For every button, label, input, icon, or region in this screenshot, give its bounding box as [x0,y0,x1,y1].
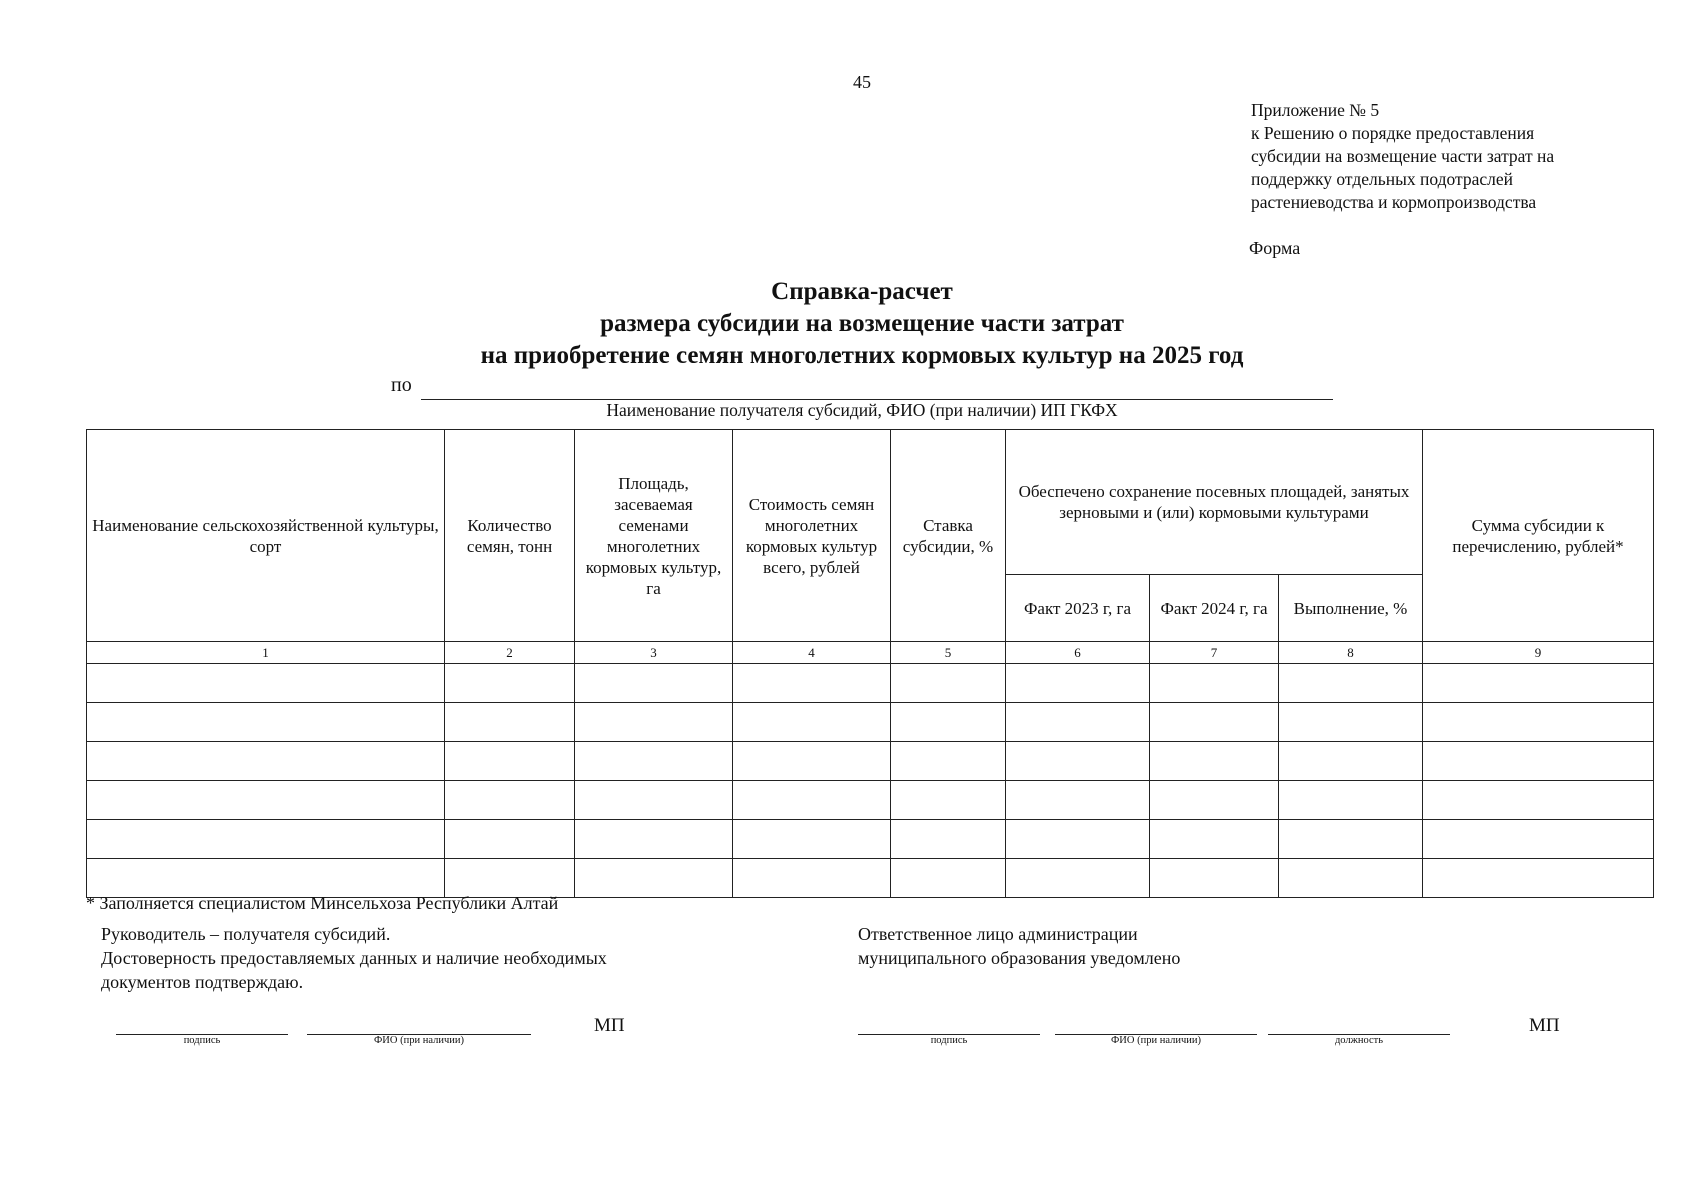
table-row [87,820,1654,859]
table-cell[interactable] [1150,859,1279,898]
header-area-preservation-group: Обеспечено сохранение посевных площадей, занятых зерновыми и (или) кормовыми культурами [1006,430,1423,575]
appendix-line: растениеводства и кормопроизводства [1251,192,1537,212]
page-number: 45 [853,72,871,92]
column-number: 5 [891,642,1006,664]
table-cell[interactable] [575,664,733,703]
table-cell[interactable] [1006,859,1150,898]
table-cell[interactable] [87,859,445,898]
table-cell[interactable] [1423,703,1654,742]
table-cell[interactable] [445,820,575,859]
signature-left-line: Достоверность предоставляемых данных и наличие необходимых [101,948,607,968]
header-subsidy-rate: Ставка субсидии, % [891,430,1006,642]
column-number: 2 [445,642,575,664]
signature-left-line: Руководитель – получателя субсидий. [101,924,391,944]
table-cell[interactable] [87,664,445,703]
signature-right-line: муниципального образования уведомлено [858,948,1181,968]
header-sown-area: Площадь, засеваемая семенами многолетних кормовых культур, га [575,430,733,642]
table-cell[interactable] [891,781,1006,820]
signature-right-line: Ответственное лицо администрации [858,924,1138,944]
table-cell[interactable] [891,703,1006,742]
title-line-3: на приобретение семян многолетних кормовых культур на 2025 год [480,342,1244,369]
table-cell[interactable] [445,859,575,898]
column-number: 6 [1006,642,1150,664]
appendix-line: поддержку отдельных подотраслей [1251,169,1514,189]
header-fact-2023: Факт 2023 г, га [1006,575,1150,642]
table-row [87,664,1654,703]
table-cell[interactable] [1150,820,1279,859]
table-cell[interactable] [1423,742,1654,781]
table-cell[interactable] [1006,664,1150,703]
table-row [87,859,1654,898]
appendix-line: Приложение № 5 [1251,100,1380,120]
table-cell[interactable] [445,742,575,781]
right-position-caption: должность [1334,1035,1384,1046]
table-cell[interactable] [733,703,891,742]
table-cell[interactable] [1006,742,1150,781]
right-stamp-mark: МП [1529,1015,1560,1036]
table-cell[interactable] [1423,781,1654,820]
table-cell[interactable] [575,742,733,781]
table-cell[interactable] [1279,820,1423,859]
table-cell[interactable] [87,742,445,781]
column-number-row [87,642,1654,664]
table-cell[interactable] [891,859,1006,898]
table-cell[interactable] [891,742,1006,781]
table-cell[interactable] [1279,742,1423,781]
table-cell[interactable] [1150,781,1279,820]
header-crop-name: Наименование сельскохозяйственной культуры, сорт [87,430,445,642]
table-cell[interactable] [1423,859,1654,898]
table-cell[interactable] [733,664,891,703]
table-cell[interactable] [1150,703,1279,742]
table-cell[interactable] [1423,820,1654,859]
table-cell[interactable] [1279,703,1423,742]
table-cell[interactable] [87,820,445,859]
table-row [87,703,1654,742]
appendix-line: к Решению о порядке предоставления [1251,123,1535,143]
table-cell[interactable] [1423,664,1654,703]
footnote: * Заполняется специалистом Минсельхоза Республики Алтай [86,893,559,913]
column-number: 3 [575,642,733,664]
column-number: 8 [1279,642,1423,664]
table-cell[interactable] [445,703,575,742]
document-title [0,276,1698,372]
table-cell[interactable] [891,820,1006,859]
form-label: Форма [1249,238,1301,258]
right-signature-caption: подпись [930,1035,968,1046]
table-cell[interactable] [445,664,575,703]
table-cell[interactable] [1279,664,1423,703]
table-row [87,781,1654,820]
table-cell[interactable] [575,703,733,742]
signature-left-text [101,922,607,994]
title-line-1: Справка-расчет [771,278,953,305]
table-cell[interactable] [1150,742,1279,781]
left-stamp-mark: МП [594,1015,625,1036]
table-cell[interactable] [445,781,575,820]
table-cell[interactable] [1006,781,1150,820]
table-cell[interactable] [1006,703,1150,742]
appendix-line: субсидии на возмещение части затрат на [1251,146,1555,166]
table-cell[interactable] [1279,781,1423,820]
table-cell[interactable] [733,781,891,820]
column-number: 1 [87,642,445,664]
table-body [87,664,1654,898]
subsidy-table [86,429,1654,898]
table-cell[interactable] [575,820,733,859]
header-seed-quantity: Количество семян, тонн [445,430,575,642]
table-cell[interactable] [575,781,733,820]
table-cell[interactable] [1150,664,1279,703]
table-cell[interactable] [891,664,1006,703]
table-cell[interactable] [87,703,445,742]
recipient-prefix: по [391,374,412,396]
title-line-2: размера субсидии на возмещение части затрат [600,310,1124,337]
column-number: 7 [1150,642,1279,664]
left-name-caption: ФИО (при наличии) [374,1035,464,1046]
table-cell[interactable] [1279,859,1423,898]
right-name-caption: ФИО (при наличии) [1111,1035,1201,1046]
table-cell[interactable] [87,781,445,820]
column-number: 4 [733,642,891,664]
table-row [87,742,1654,781]
signature-right-text [858,922,1180,970]
recipient-caption: Наименование получателя субсидий, ФИО (при наличии) ИП ГКФХ [606,400,1118,420]
header-subsidy-amount: Сумма субсидии к перечислению, рублей* [1423,430,1654,642]
table-cell[interactable] [575,859,733,898]
table-cell[interactable] [733,820,891,859]
table-cell[interactable] [733,859,891,898]
header-fact-2024: Факт 2024 г, га [1150,575,1279,642]
header-seed-cost: Стоимость семян многолетних кормовых культур всего, рублей [733,430,891,642]
header-fulfillment: Выполнение, % [1279,575,1423,642]
signature-left-line: документов подтверждаю. [101,972,304,992]
table-cell[interactable] [1006,820,1150,859]
column-number: 9 [1423,642,1654,664]
appendix-block [1251,99,1554,214]
table-cell[interactable] [733,742,891,781]
left-signature-caption: подпись [183,1035,221,1046]
